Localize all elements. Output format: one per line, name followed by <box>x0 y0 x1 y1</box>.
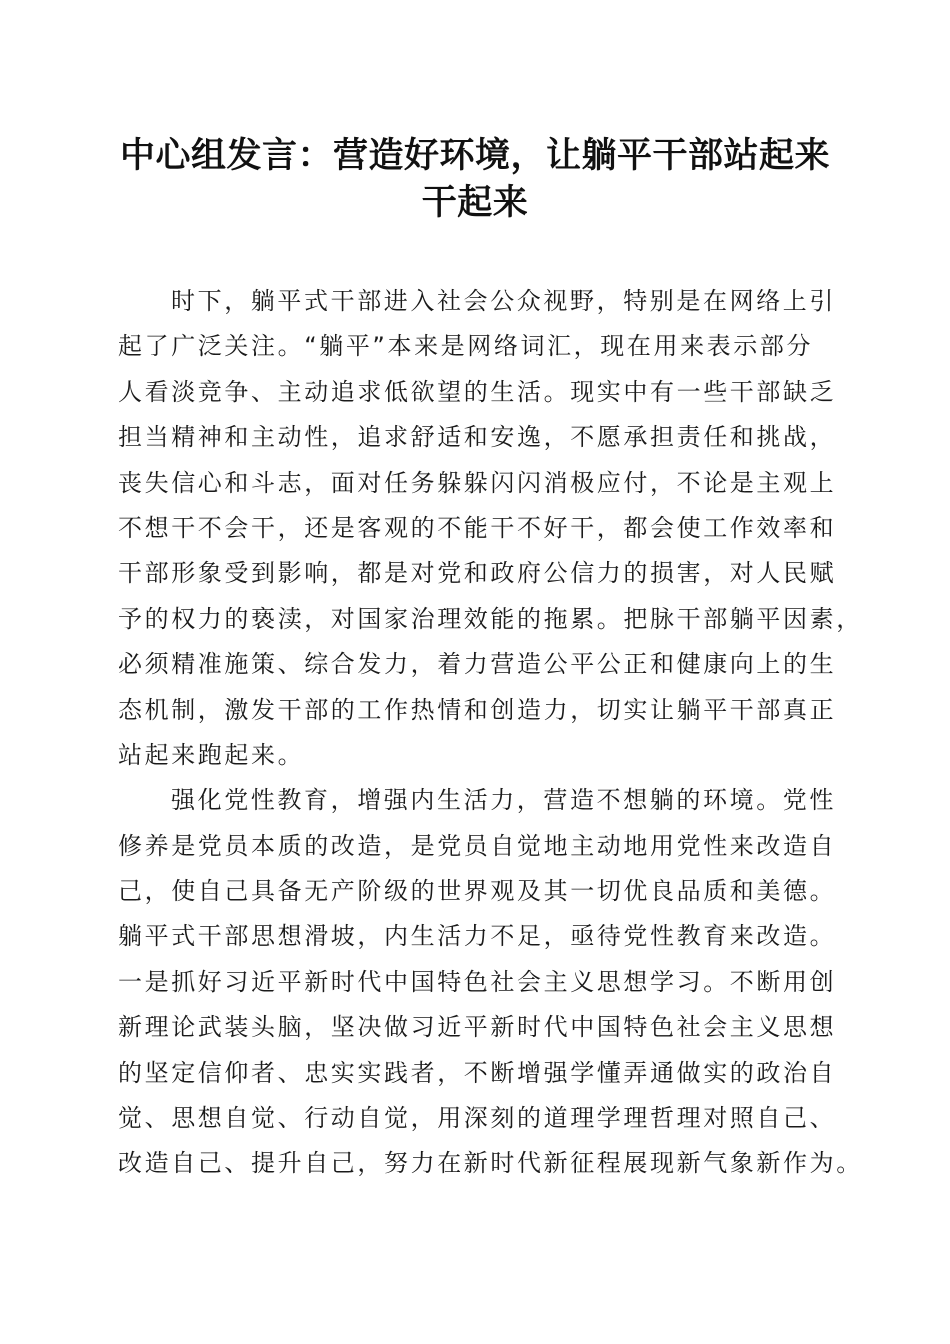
paragraph-2 <box>118 778 863 1187</box>
paragraph-2-line: 改造自己、提升自己，努力在新时代新征程展现新气象新作为。 <box>118 1149 863 1178</box>
paragraph-1-line: 态机制，激发干部的工作热情和创造力，切实让躺平干部真正 <box>118 695 837 724</box>
paragraph-1-line: 时下，躺平式干部进入社会公众视野，特别是在网络上引 <box>171 287 836 315</box>
paragraph-1-line: 予的权力的亵渎，对国家治理效能的拖累。把脉干部躺平因素， <box>118 604 863 633</box>
paragraph-1-line: 站起来跑起来。 <box>118 740 305 769</box>
paragraph-1-line: 丧失信心和斗志，面对任务躲躲闪闪消极应付，不论是主观上 <box>118 468 837 497</box>
title-line-1: 中心组发言：营造好环境，让躺平干部站起来 <box>119 135 830 176</box>
paragraph-2-line: 觉、思想自觉、行动自觉，用深刻的道理学理哲理对照自己、 <box>118 1104 837 1133</box>
document-body <box>118 279 863 1187</box>
paragraph-1-line: 不想干不会干，还是客观的不能干不好干，都会使工作效率和 <box>118 513 837 542</box>
paragraph-2-line: 躺平式干部思想滑坡，内生活力不足，亟待党性教育来改造。 <box>118 922 837 951</box>
paragraph-1-line: 担当精神和主动性，追求舒适和安逸，不愿承担责任和挑战， <box>118 423 837 452</box>
paragraph-1-line: 必须精准施策、综合发力，着力营造公平公正和健康向上的生 <box>118 650 837 679</box>
paragraph-1-line: 人看淡竞争、主动追求低欲望的生活。现实中有一些干部缺乏 <box>118 377 837 406</box>
paragraph-1-line: 起了广泛关注。“躺平”本来是网络词汇，现在用来表示部分 <box>118 332 814 361</box>
paragraph-1-line: 干部形象受到影响，都是对党和政府公信力的损害，对人民赋 <box>118 559 837 588</box>
paragraph-2-line: 新理论武装头脑，坚决做习近平新时代中国特色社会主义思想 <box>118 1013 837 1042</box>
paragraph-2-line: 的坚定信仰者、忠实实践者，不断增强学懂弄通做实的政治自 <box>118 1058 837 1087</box>
paragraph-2-line: 修养是党员本质的改造，是党员自觉地主动地用党性来改造自 <box>118 831 837 860</box>
paragraph-2-line: 一是抓好习近平新时代中国特色社会主义思想学习。不断用创 <box>118 967 837 996</box>
paragraph-2-line: 强化党性教育，增强内生活力，营造不想躺的环境。党性 <box>171 786 836 815</box>
paragraph-2-line: 己，使自己具备无产阶级的世界观及其一切优良品质和美德。 <box>118 877 837 906</box>
paragraph-1 <box>118 279 863 778</box>
title-line-2: 干起来 <box>421 182 529 223</box>
document-title <box>100 132 850 226</box>
